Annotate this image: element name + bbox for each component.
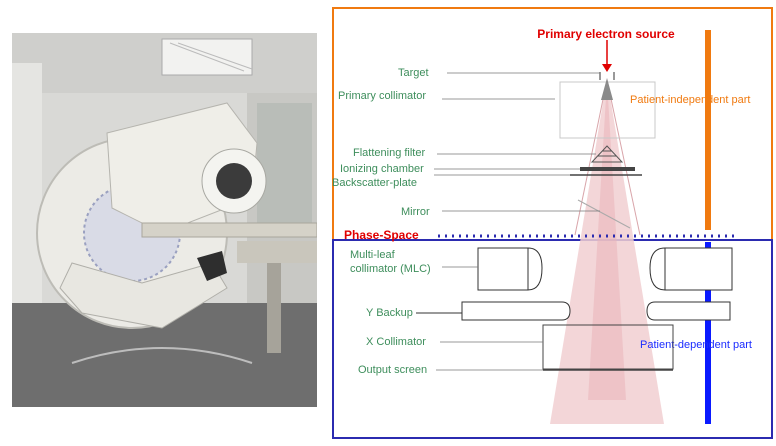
flattening-filter-label: Flattening filter (353, 147, 426, 159)
orange-bar (705, 30, 711, 230)
mirror-label: Mirror (401, 206, 430, 218)
y-backup-left (462, 302, 570, 320)
target-label: Target (398, 67, 429, 79)
primary-electron-source-label: Primary electron source (537, 27, 675, 41)
phase-space-label: Phase-Space (344, 228, 419, 242)
mlc-left (478, 248, 542, 290)
patient-independent-label: Patient-independent part (630, 94, 751, 106)
primary-collimator-label: Primary collimator (338, 90, 427, 102)
ionizing-chamber (580, 167, 635, 171)
backscatter-plate-label: Backscatter-plate (332, 177, 417, 189)
electron-beam-arrow (602, 64, 612, 72)
linac-photo (12, 33, 317, 407)
output-screen-label: Output screen (358, 364, 428, 376)
mlc-right (650, 248, 732, 290)
linac-schematic (330, 0, 776, 446)
y-backup-label: Y Backup (366, 307, 413, 319)
x-collimator-label: X Collimator (366, 336, 426, 348)
ionizing-chamber-label: Ionizing chamber (340, 163, 424, 175)
patient-dependent-label: Patient-dependent part (640, 339, 752, 351)
y-backup-right (647, 302, 730, 320)
mlc-label-line1: Multi-leaf (350, 249, 395, 261)
mlc-label-line2: collimator (MLC) (350, 263, 431, 275)
